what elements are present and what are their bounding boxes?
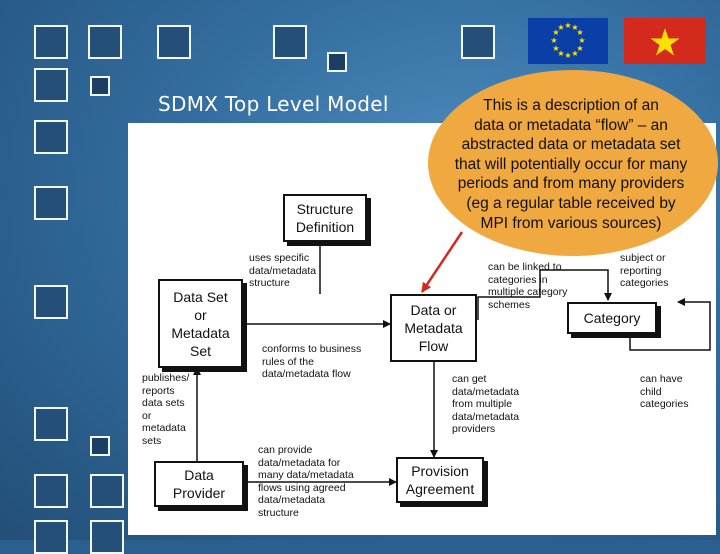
svg-text:★: ★ [564,51,572,60]
data-set-box: Data Set or Metadata Set [158,279,243,368]
label-can-provide: can provide data/metadata for many data/metadata flows using agreed data/metadata structure [258,444,354,519]
svg-text:★: ★ [550,36,558,45]
label-conforms: conforms to business rules of the data/metadata flow [262,343,362,380]
svg-text:★: ★ [564,21,572,30]
svg-text:★: ★ [571,49,579,58]
svg-text:★: ★ [576,44,584,53]
label-can-get: can get data/metadata from multiple data/metadata providers [452,373,520,435]
svg-text:★: ★ [578,36,586,45]
label-uses-structure: uses specific data/metadata structure [249,252,317,289]
svg-text:★: ★ [576,28,584,37]
callout-pointer [422,232,462,292]
label-publishes: publishes/ reports data sets or metadata sets [142,372,190,447]
svg-text:★: ★ [557,49,565,58]
structure-definition-box: Structure Definition [283,194,367,242]
provision-agreement-box: Provision Agreement [396,457,484,503]
label-linked-categories: can be linked to categories in multiple category schemes [488,261,568,311]
data-provider-box: Data Provider [154,461,244,507]
svg-text:★: ★ [571,23,579,32]
svg-text:★: ★ [552,44,560,53]
svg-text:★: ★ [552,28,560,37]
svg-text:★: ★ [557,23,565,32]
callout-text: This is a description of an data or metadata “flow” – an abstracted data or metadata set that will potentially occur for many periods and from many providers (eg a regular table received by MPI from various sources) [454,97,688,232]
category-box: Category [567,302,657,334]
label-subject-reporting: subject or reporting categories [620,252,669,289]
label-child-categories: can have child categories [640,373,689,410]
slide-title: SDMX Top Level Model [158,92,389,116]
flow-box: Data or Metadata Flow [390,294,477,362]
